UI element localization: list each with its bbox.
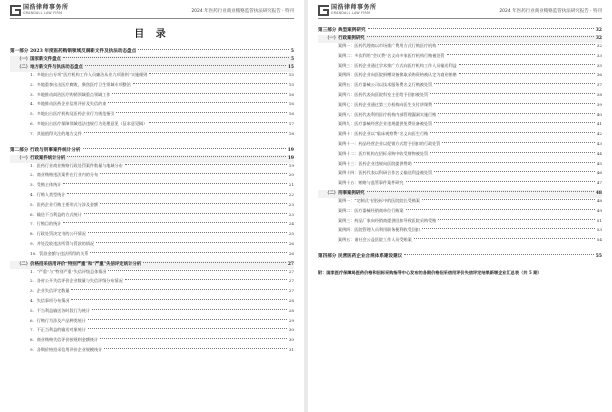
toc-chapter-entry[interactable] (10, 261, 294, 269)
toc-subentry[interactable] (10, 278, 294, 288)
toc-chapter-entry[interactable] (318, 190, 602, 198)
toc-subentry[interactable] (10, 337, 294, 347)
dot-leader (459, 73, 595, 74)
dot-leader (100, 173, 287, 174)
toc-part-heading-title: 第二部分 行政与刑事案件统计分析 (10, 147, 81, 153)
toc-chapter-entry-title: （一）国家新文件盘点 (17, 57, 61, 62)
toc-subentry-title: 案例十二：医疗机构在招标采购中收受财物被处罚 (338, 150, 429, 156)
toc-subentry-title: 1．“严重”与“特别严重”失信评级总体情况 (30, 268, 107, 274)
toc-subentry-title: 8．商业贿赂失信评价按规则金额统计 (30, 337, 99, 343)
toc-chapter-entry-title: （二）价格招采信用评价“特别严重”和“严重”失信评定统计分析 (17, 261, 142, 267)
toc-subentry[interactable] (318, 43, 602, 53)
toc-subentry-title: 9．并处没收违法所得与罚款的情况 (30, 240, 95, 246)
toc-subentry-title: 案例一：“定制式”招投标中的医院院长受贿案 (338, 197, 420, 203)
toc-subentry-page-number: 35 (596, 62, 602, 68)
dot-leader (430, 132, 595, 133)
dot-leader (104, 348, 287, 349)
toc-subentry[interactable] (10, 221, 294, 231)
toc-chapter-entry-title: （一）行政案件统计分析 (17, 155, 66, 161)
dot-leader (438, 219, 595, 220)
dot-leader (88, 328, 287, 329)
logo-english-name: GRANDALL LAW FIRM (331, 11, 371, 16)
toc-part-heading-title: 第四部分 民营医药企业合规体系建设建议 (318, 253, 403, 259)
toc-subentry-page-number: 26 (288, 240, 294, 246)
toc-subentry[interactable] (10, 202, 294, 212)
toc-subentry-page-number: 16 (288, 91, 294, 97)
dot-leader (149, 73, 286, 74)
dot-leader (438, 44, 595, 45)
toc-subentry-page-number: 32 (596, 43, 602, 48)
toc-subentry-page-number: 28 (288, 297, 294, 303)
dot-leader (84, 132, 287, 133)
toc-subentry-title: 7．不正当利益的输送对象统计 (30, 327, 86, 333)
dot-leader (63, 183, 287, 184)
toc-subentry-page-number: 19 (288, 162, 294, 168)
toc-subentry[interactable] (10, 172, 294, 182)
toc-subentry-title: 案例十一：药品经营企业以促销方式给予回扣的行政处罚 (338, 140, 441, 146)
toc-subentry[interactable] (318, 63, 602, 73)
toc-part-heading-page-number: 32 (595, 28, 602, 33)
toc-subentry-page-number: 21 (288, 182, 294, 188)
dot-leader (85, 65, 286, 66)
dot-leader (67, 156, 286, 157)
dot-leader (422, 228, 595, 229)
toc-subentry-title: 案例三：药品厂家向经销商提供回扣导致医院采购受贿 (338, 217, 437, 223)
toc-subentry[interactable] (10, 101, 294, 111)
dot-leader (100, 203, 287, 204)
toc-subentry-page-number: 38 (596, 91, 602, 97)
toc-subentry-page-number: 49 (596, 207, 602, 213)
toc-subentry-title: 2．多地重拳出击医疗腐败，聚焦医疗卫生领域专项整治 (30, 81, 131, 87)
firm-logo (318, 5, 377, 16)
toc-subentry-page-number: 16 (288, 101, 294, 107)
toc-subentry-page-number: 23 (288, 201, 294, 207)
toc-subentry-page-number: 27 (288, 288, 294, 294)
toc-subentry-page-number: 18 (288, 130, 294, 136)
toc-subentry[interactable] (10, 82, 294, 92)
toc-chapter-entry-page-number: 32 (595, 36, 602, 41)
toc-chapter-entry-page-number: 19 (287, 155, 294, 161)
toc-subentry-page-number: 16 (288, 111, 294, 117)
dot-leader (434, 103, 595, 104)
toc-chapter-entry[interactable] (10, 56, 294, 64)
dot-leader (422, 199, 595, 200)
logo-chinese-name: 国浩律师事务所 (23, 4, 69, 12)
dot-leader (83, 148, 286, 149)
dot-leader (88, 232, 287, 233)
toc-part-heading[interactable] (318, 253, 602, 261)
toc-subentry-page-number: 20 (288, 172, 294, 178)
dot-leader (138, 49, 289, 50)
toc-subentry[interactable] (318, 198, 602, 208)
logo-english-name: GRANDALL LAW FIRM (23, 11, 63, 16)
toc-subentry-title: 案例十五：贿赂与监管事件案件研究 (338, 180, 404, 186)
dot-leader (430, 93, 595, 94)
toc-subentry[interactable] (318, 218, 602, 228)
toc-subentry[interactable] (318, 121, 602, 131)
toc-subentry[interactable] (10, 121, 294, 131)
toc-subentry-title: 4．行贿人类型统计 (30, 191, 66, 197)
toc-subentry-title: 案例五：诸社会公益医院工作人员受贿案 (338, 237, 412, 243)
dot-leader (430, 152, 595, 153)
toc-subentry-title: 案例八：医药代表利用医疗机构内部管理漏洞实施行贿 (338, 111, 437, 117)
toc-chapter-entry-page-number: 27 (287, 261, 294, 267)
toc-chapter-entry[interactable] (10, 155, 294, 163)
dot-leader (149, 122, 287, 123)
toc-subentry-title: 6．行贿行为涉及产品种类统计 (30, 317, 86, 323)
toc-subentry[interactable] (10, 131, 294, 141)
toc-subentry-title: 案例二：医疗器械经销商单位行贿案 (338, 207, 404, 213)
dot-leader (84, 213, 287, 214)
toc-subentry-title: 案例一：医药代理商以市场推广费用方式行贿医疗机构 (338, 43, 437, 48)
toc-subentry-title: 案例二：多次利用“会议费”名义向多家医疗机构行贿被处罚 (338, 52, 445, 58)
appendix-note[interactable]: 附：国家医疗保障局医药价格和招标采购指导中心发布的各期价格招采信用评价失信评定结果新增企业汇总表（共 5 期） (318, 269, 542, 275)
toc-subentry-title: 5．医药企业行贿主要形式与涉及金额 (30, 201, 99, 207)
toc-subentry-page-number: 26 (288, 250, 294, 256)
toc-subentry[interactable] (10, 269, 294, 279)
toc-title: 目 录 (134, 29, 170, 40)
firm-logo-icon (318, 5, 329, 16)
dot-leader (112, 93, 286, 94)
toc-chapter-entry-page-number: 48 (595, 190, 602, 196)
toc-subentry-title: 3．受贿主体统计 (30, 182, 62, 188)
toc-subentry[interactable] (318, 131, 602, 141)
toc-subentry[interactable] (318, 82, 602, 92)
toc-page-right (308, 0, 612, 412)
toc-subentry[interactable] (10, 111, 294, 121)
toc-subentry-page-number: 17 (288, 120, 294, 126)
page-header (318, 3, 602, 19)
toc-subentry-title: 3．多地推动纠治医疗购销领域重点领域工作 (30, 91, 111, 97)
dot-leader (434, 83, 595, 84)
toc-subentry-page-number: 30 (288, 327, 294, 333)
dot-leader (406, 209, 595, 210)
toc-list-right (318, 25, 602, 276)
dot-leader (63, 57, 289, 58)
toc-subentry[interactable] (10, 318, 294, 328)
toc-subentry-title: 1．医药行业商业贿赂行政处罚案件数量与地域分布 (30, 162, 123, 168)
toc-part-heading[interactable] (10, 147, 294, 155)
toc-list-left (10, 46, 294, 361)
toc-subentry-page-number: 36 (596, 72, 602, 78)
dot-leader (367, 36, 594, 37)
toc-subentry-title: 1．多地出台专项“医疗机构工作人员廉洁从业九项准则”实施细则 (30, 72, 148, 77)
toc-subentry-page-number: 22 (288, 191, 294, 197)
toc-subentry-page-number: 54 (596, 237, 602, 243)
firm-logo-icon (10, 5, 21, 16)
dot-leader (143, 262, 286, 263)
toc-subentry-title: 2．商业贿赂违法案件在行业内的分布 (30, 172, 99, 178)
toc-subentry[interactable] (10, 231, 294, 241)
toc-subentry-title: 4．多地推动医药企业信用评价及失信约束 (30, 101, 107, 107)
toc-subentry[interactable] (318, 112, 602, 122)
toc-subentry-title: 案例三：医药企业通过学术推广方式向医疗机构工作人员输送利益 (338, 62, 457, 68)
toc-subentry[interactable] (10, 182, 294, 192)
toc-subentry-title: 案例四：医药企业向医院捐赠设备换取采购资格被认定为商业贿赂 (338, 72, 457, 78)
toc-subentry-title: 案例六：医药代表向医院科室主任给予回扣被处罚 (338, 91, 429, 97)
toc-part-heading-page-number: 55 (595, 253, 602, 259)
toc-subentry-page-number: 27 (288, 278, 294, 284)
dot-leader (125, 279, 287, 280)
toc-subentry-page-number: 42 (596, 131, 602, 137)
dot-leader (108, 270, 286, 271)
dot-leader (71, 289, 286, 290)
toc-subentry[interactable] (318, 141, 602, 151)
toc-subentry-title: 3．企业失信评定数量 (30, 288, 70, 294)
toc-subentry-title: 2．各省公开失信评价企业数量与失信评级分布情况 (30, 278, 123, 284)
toc-subentry[interactable] (10, 163, 294, 173)
page-header (10, 3, 294, 19)
toc-chapter-entry-page-number: 5 (290, 57, 294, 62)
dot-leader (442, 142, 594, 143)
report-title: 2024 年医药行业商业贿赂监管执法研究报告 · 特刊 (499, 8, 602, 14)
toc-subentry[interactable] (10, 241, 294, 251)
dot-leader (108, 102, 286, 103)
toc-chapter-entry-title: （一）行政案例研究 (325, 36, 365, 41)
toc-subentry[interactable] (10, 72, 294, 82)
firm-logo (10, 5, 69, 16)
dot-leader (116, 112, 286, 113)
toc-subentry-page-number: 48 (596, 197, 602, 203)
toc-subentry[interactable] (10, 298, 294, 308)
toc-subentry-page-number: 31 (288, 346, 294, 352)
toc-subentry[interactable] (318, 227, 602, 237)
dot-leader (447, 54, 595, 55)
toc-subentry[interactable] (318, 92, 602, 102)
dot-leader (71, 299, 286, 300)
dot-leader (438, 113, 595, 114)
report-title: 2024 年医药行业商业贿赂监管执法研究报告 · 特刊 (191, 8, 294, 14)
toc-chapter-entry-title: （二）地方新文件与执法动态盘点 (17, 65, 83, 70)
toc-part-heading[interactable] (10, 48, 294, 56)
toc-subentry-title: 4．失信事项分布情况 (30, 297, 70, 303)
dot-leader (459, 64, 595, 65)
toc-subentry-title: 8．行政处罚决定书的公开情况 (30, 231, 86, 237)
toc-subentry-page-number: 30 (288, 337, 294, 343)
toc-part-heading-page-number: 19 (287, 147, 294, 153)
toc-part-heading-title: 第一部分 2023 年度医药购销领域反腐新文件及执法动态盘点 (10, 49, 137, 54)
toc-subentry-page-number: 40 (596, 111, 602, 117)
toc-subentry-page-number: 47 (596, 180, 602, 186)
toc-page-left (0, 0, 304, 412)
toc-subentry-title: 案例五：医疗器械公司以技术服务费名义行贿被处罚 (338, 82, 433, 88)
toc-subentry[interactable] (10, 92, 294, 102)
toc-subentry-title: 案例九：医疗器械经营企业违规提供免费设备被处罚 (338, 121, 433, 127)
dot-leader (133, 83, 287, 84)
dot-leader (90, 252, 286, 253)
toc-subentry[interactable] (318, 53, 602, 63)
toc-part-heading-title: 第三部分 典型案例研究 (318, 28, 366, 33)
toc-subentry-title: 5．多地出台医疗机构及医药企业行为规范指引 (30, 111, 115, 117)
toc-subentry-title: 案例七：医药企业通过第三方机构向医生支付讲课费 (338, 101, 433, 107)
logo-chinese-name: 国浩律师事务所 (331, 4, 377, 12)
dot-leader (434, 171, 595, 172)
dot-leader (406, 181, 595, 182)
toc-subentry-title: 案例十四：医药代表以科研合作名义输送利益被处罚 (338, 170, 433, 176)
toc-part-heading[interactable] (318, 27, 602, 35)
toc-subentry-title: 7．其他值得关注的地方文件 (30, 130, 82, 136)
toc-subentry-page-number: 43 (596, 140, 602, 146)
toc-chapter-entry[interactable] (10, 64, 294, 72)
toc-subentry[interactable] (10, 212, 294, 222)
toc-subentry-title: 10．罚款金额与违法所得的关系 (30, 250, 89, 256)
toc-subentry[interactable] (318, 72, 602, 82)
toc-subentry-title: 5．不当利益输送各时段行为统计 (30, 307, 90, 313)
toc-subentry-page-number: 39 (596, 101, 602, 107)
toc-subentry-title: 案例十三：医药企业违规向医院提供赞助 (338, 160, 412, 166)
dot-leader (100, 338, 287, 339)
toc-subentry-page-number: 25 (288, 231, 294, 237)
toc-subentry-title: 7．行贿目的统计 (30, 221, 62, 227)
toc-subentry-page-number: 27 (288, 268, 294, 274)
toc-part-heading-page-number: 5 (290, 49, 294, 54)
toc-subentry-title: 9．各期价格招采信用评价企业规模统计 (30, 346, 103, 352)
toc-subentry-page-number: 15 (288, 72, 294, 77)
toc-subentry[interactable] (318, 180, 602, 190)
toc-chapter-entry[interactable] (318, 35, 602, 43)
dot-leader (63, 222, 287, 223)
toc-chapter-entry-page-number: 15 (287, 65, 294, 70)
toc-subentry-page-number: 44 (596, 150, 602, 156)
toc-subentry-page-number: 51 (596, 217, 602, 223)
toc-subentry-title: 6．输送不当利益的方式统计 (30, 211, 82, 217)
toc-subentry-page-number: 37 (596, 82, 602, 88)
toc-subentry-page-number: 46 (596, 170, 602, 176)
toc-subentry-title: 案例四：医院管理人员利用职务便利收受回扣 (338, 227, 420, 233)
dot-leader (404, 254, 593, 255)
toc-subentry[interactable] (318, 161, 602, 171)
toc-subentry[interactable] (318, 208, 602, 218)
toc-subentry[interactable] (10, 288, 294, 298)
dot-leader (67, 193, 286, 194)
dot-leader (434, 122, 595, 123)
toc-subentry[interactable] (318, 170, 602, 180)
toc-subentry-page-number: 23 (288, 211, 294, 217)
toc-subentry-title: 6．多地出台医疗保障领域违法违规行为处理意见（征求意见稿） (30, 120, 148, 126)
dot-leader (125, 164, 287, 165)
toc-subentry-page-number: 53 (596, 227, 602, 233)
toc-subentry[interactable] (318, 151, 602, 161)
toc-subentry[interactable] (318, 237, 602, 247)
toc-subentry[interactable] (10, 327, 294, 337)
dot-leader (367, 191, 594, 192)
toc-subentry-page-number: 15 (288, 81, 294, 87)
toc-subentry[interactable] (10, 347, 294, 357)
toc-subentry-page-number: 24 (288, 221, 294, 227)
toc-chapter-entry-title: （二）刑事案例研究 (325, 190, 365, 196)
toc-subentry-page-number: 28 (288, 307, 294, 313)
toc-subentry-page-number: 45 (596, 160, 602, 166)
toc-subentry-page-number: 41 (596, 121, 602, 127)
toc-subentry[interactable] (10, 251, 294, 261)
dot-leader (368, 28, 594, 29)
dot-leader (414, 238, 595, 239)
dot-leader (414, 162, 595, 163)
dot-leader (92, 309, 287, 310)
toc-subentry[interactable] (10, 192, 294, 202)
dot-leader (96, 242, 287, 243)
dot-leader (88, 319, 287, 320)
toc-subentry[interactable] (10, 308, 294, 318)
toc-subentry-page-number: 29 (288, 317, 294, 323)
toc-subentry[interactable] (318, 102, 602, 112)
toc-subentry-page-number: 33 (596, 52, 602, 58)
toc-subentry-title: 案例十：医药企业以“临床观察费”名义向医生行贿 (338, 131, 429, 137)
